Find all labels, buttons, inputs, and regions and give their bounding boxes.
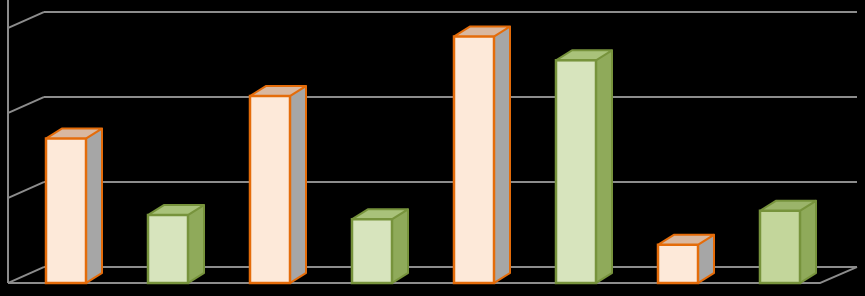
bars (46, 27, 816, 284)
gridline-1 (8, 182, 857, 198)
floor-edge (8, 267, 857, 283)
bar-6 (556, 50, 612, 283)
gridlines (8, 0, 857, 283)
gridline-2 (8, 97, 857, 113)
bar-7 (658, 235, 714, 283)
bar-4 (352, 209, 408, 283)
bar-3 (250, 86, 306, 283)
bar-5 (454, 27, 510, 284)
bar-8 (760, 201, 816, 283)
gridline-0 (8, 267, 857, 283)
bar-1 (46, 129, 102, 284)
gridline-3 (8, 12, 857, 28)
bar-2 (148, 205, 204, 283)
